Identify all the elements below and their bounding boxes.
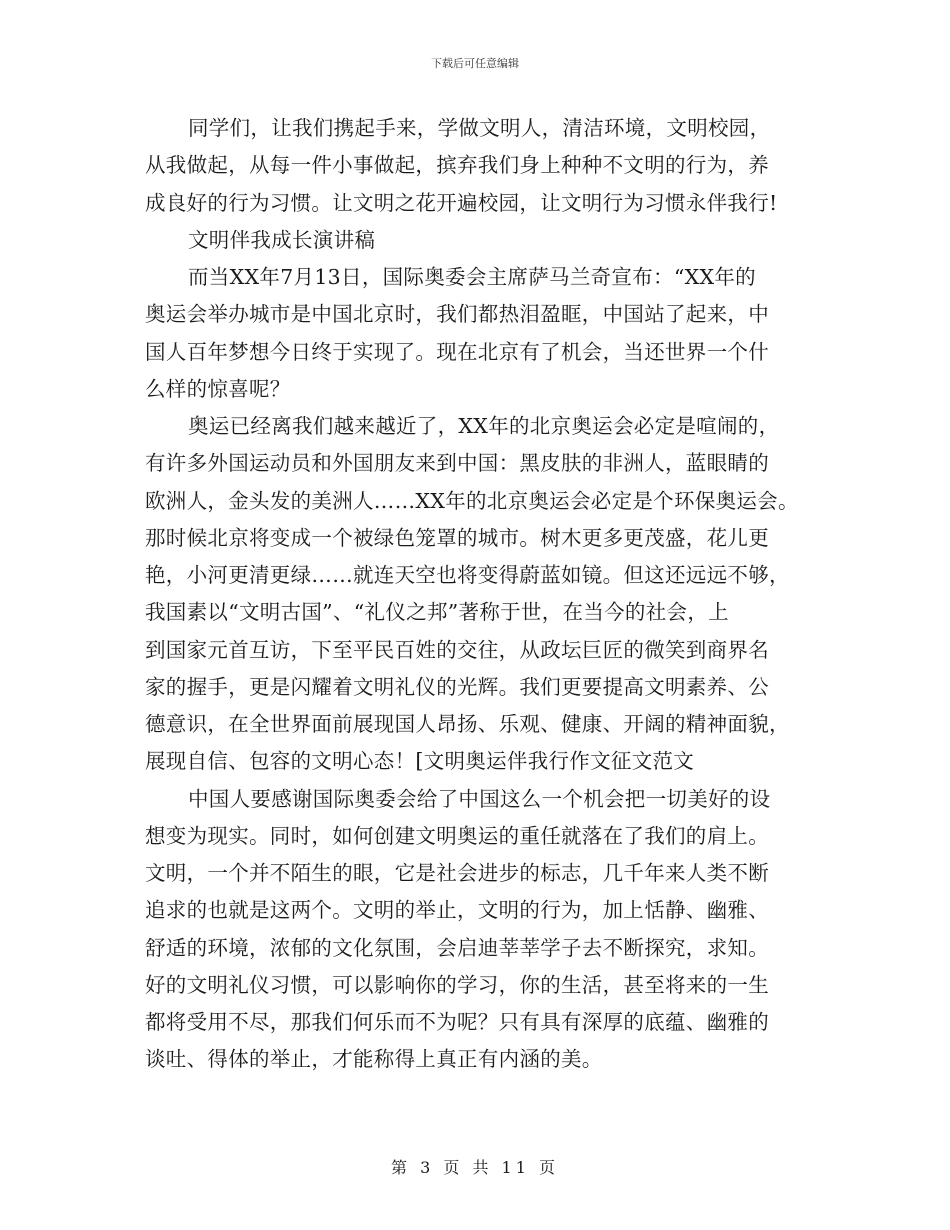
text-line: 同学们，让我们携起手来，学做文明人，清洁环境，文明校园， xyxy=(188,116,771,140)
text-line: 而当XX年7月13日，国际奥委会主席萨马兰奇宣布：“XX年的 xyxy=(188,265,756,289)
text-line: 家的握手，更是闪耀着文明礼仪的光辉。我们更要提高文明素养、公 xyxy=(145,674,769,699)
text-line: 么样的惊喜呢？ xyxy=(145,376,291,401)
text-line: 我国素以“文明古国”、“礼仪之邦”著称于世，在当今的社会，上 xyxy=(145,600,729,625)
text-line: 展现自信、包容的文明心态！[文明奥运伴我行作文征文范文 xyxy=(145,749,695,774)
page-number: 第 3 页 共 11 页 xyxy=(391,1158,559,1177)
text-line: 奥运会举办城市是中国北京时，我们都热泪盈眶，中国站了起来，中 xyxy=(145,302,769,327)
text-line: 从我做起，从每一件小事做起，摈弃我们身上种种不文明的行为，养 xyxy=(145,153,769,178)
document-body xyxy=(145,110,810,1079)
text-line: 谈吐、得体的举止，才能称得上真正有内涵的美。 xyxy=(145,1047,603,1072)
text-line: 奥运已经离我们越来越近了，XX年的北京奥运会必定是喧闹的， xyxy=(188,414,780,438)
text-line: 好的文明礼仪习惯，可以影响你的学习，你的生活，甚至将来的一生 xyxy=(145,972,769,997)
text-line: 舒适的环境，浓郁的文化氛围，会启迪莘莘学子去不断探究，求知。 xyxy=(145,935,769,960)
text-line: 国人百年梦想今日终于实现了。现在北京有了机会，当还世界一个什 xyxy=(145,339,769,364)
section-title: 文明伴我成长演讲稿 xyxy=(188,227,376,252)
text-line: 德意识，在全世界面前展现国人昂扬、乐观、健康、开阔的精神面貌， xyxy=(145,712,790,736)
text-line: 成良好的行为习惯。让文明之花开遍校园，让文明行为习惯永伴我行! xyxy=(145,190,778,215)
text-line: 欧洲人，金头发的美洲人……XX年的北京奥运会必定是个环保奥运会。 xyxy=(145,488,799,513)
text-line: 想变为现实。同时，如何创建文明奥运的重任就落在了我们的肩上。 xyxy=(145,823,769,848)
text-line: 那时候北京将变成一个被绿色笼罩的城市。树木更多更茂盛，花儿更 xyxy=(145,525,769,550)
text-line: 中国人要感谢国际奥委会给了中国这么一个机会把一切美好的设 xyxy=(188,786,771,811)
text-line: 到国家元首互访，下至平民百姓的交往，从政坛巨匠的微笑到商界名 xyxy=(145,637,769,662)
text-line: 艳，小河更清更绿……就连天空也将变得蔚蓝如镜。但这还远远不够， xyxy=(145,563,790,587)
text-line: 都将受用不尽，那我们何乐而不为呢？只有具有深厚的底蕴、幽雅的 xyxy=(145,1010,769,1034)
text-line: 文明，一个并不陌生的眼，它是社会进步的标志，几千年来人类不断 xyxy=(145,861,769,885)
text-line: 追求的也就是这两个。文明的举止，文明的行为，加上恬静、幽雅、 xyxy=(145,898,769,923)
page-header: 下载后可任意编辑 xyxy=(431,57,519,70)
text-line: 有许多外国运动员和外国朋友来到中国：黑皮肤的非洲人，蓝眼睛的 xyxy=(145,451,769,476)
